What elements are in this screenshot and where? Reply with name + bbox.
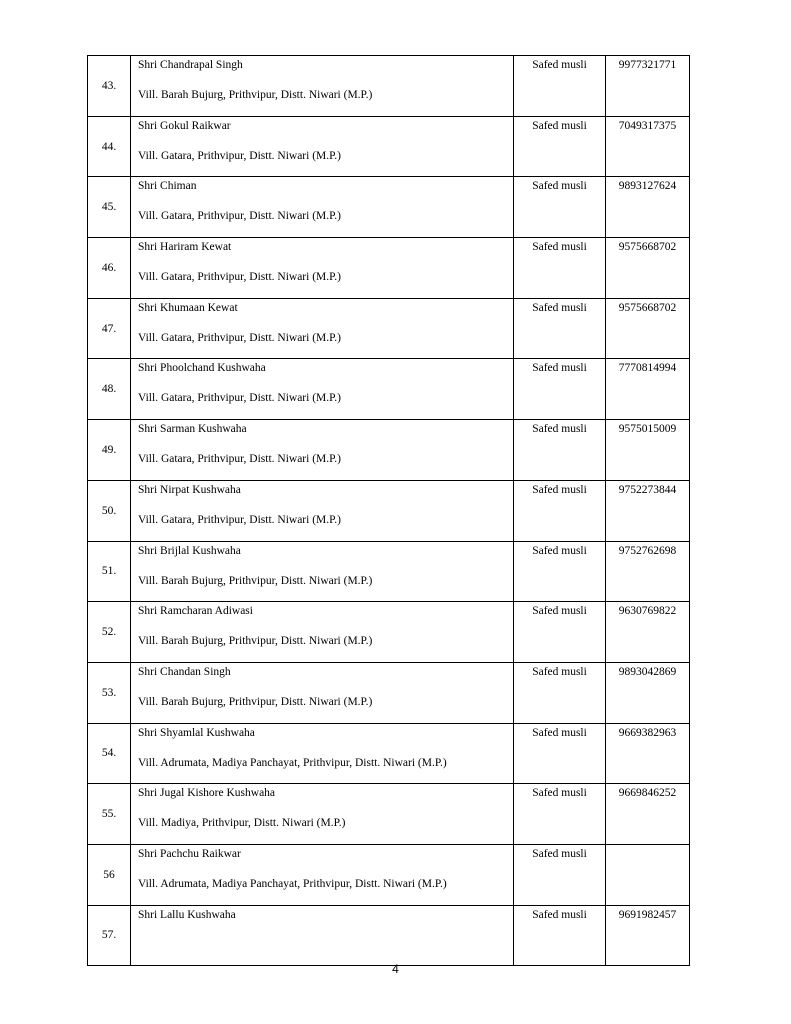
table-row xyxy=(88,602,690,663)
farmer-details-cell xyxy=(131,844,514,905)
table-row xyxy=(88,420,690,481)
crop-cell: Safed musli xyxy=(514,905,606,966)
farmers-table xyxy=(87,55,690,966)
farmer-name: Shri Chandan Singh xyxy=(138,665,231,678)
table-row xyxy=(88,723,690,784)
serial-number: 46. xyxy=(101,261,117,274)
serial-number-cell xyxy=(88,359,131,420)
crop-cell: Safed musli xyxy=(514,480,606,541)
phone-cell: 9575015009 xyxy=(606,420,690,481)
farmer-address: Vill. Gatara, Prithvipur, Distt. Niwari (M.P.) xyxy=(138,513,341,526)
phone-cell: 9752273844 xyxy=(606,480,690,541)
farmer-details-cell xyxy=(131,602,514,663)
serial-number: 49. xyxy=(101,443,117,456)
serial-number: 52. xyxy=(101,626,117,639)
crop-cell: Safed musli xyxy=(514,662,606,723)
farmer-address: Vill. Adrumata, Madiya Panchayat, Prithvipur, Distt. Niwari (M.P.) xyxy=(138,756,447,769)
farmer-details-cell xyxy=(131,541,514,602)
serial-number-cell xyxy=(88,905,131,966)
serial-number-cell xyxy=(88,238,131,299)
table-row xyxy=(88,238,690,299)
farmer-name: Shri Chandrapal Singh xyxy=(138,59,243,71)
phone-cell: 7049317375 xyxy=(606,116,690,177)
serial-number: 51. xyxy=(101,565,117,578)
serial-number-cell xyxy=(88,420,131,481)
farmer-details-cell xyxy=(131,662,514,723)
farmer-name: Shri Phoolchand Kushwaha xyxy=(138,362,266,375)
farmer-details-cell xyxy=(131,905,514,966)
serial-number-cell xyxy=(88,662,131,723)
serial-number-cell xyxy=(88,298,131,359)
farmer-name: Shri Chiman xyxy=(138,180,197,193)
crop-cell: Safed musli xyxy=(514,844,606,905)
serial-number-cell xyxy=(88,602,131,663)
farmer-name: Shri Shyamlal Kushwaha xyxy=(138,726,255,739)
farmer-details-cell xyxy=(131,116,514,177)
farmer-address: Vill. Gatara, Prithvipur, Distt. Niwari (M.P.) xyxy=(138,392,341,405)
farmer-address: Vill. Adrumata, Madiya Panchayat, Prithvipur, Distt. Niwari (M.P.) xyxy=(138,877,447,890)
table-row xyxy=(88,116,690,177)
phone-cell: 9575668702 xyxy=(606,298,690,359)
table-row xyxy=(88,480,690,541)
phone-cell: 9752762698 xyxy=(606,541,690,602)
farmer-name: Shri Jugal Kishore Kushwaha xyxy=(138,787,276,800)
serial-number: 55. xyxy=(101,808,117,821)
crop-cell: Safed musli xyxy=(514,177,606,238)
farmer-name: Shri Nirpat Kushwaha xyxy=(138,483,241,496)
table-row xyxy=(88,662,690,723)
phone-cell: 9893127624 xyxy=(606,177,690,238)
serial-number: 57. xyxy=(101,929,117,942)
crop-cell: Safed musli xyxy=(514,420,606,481)
farmer-name: Shri Gokul Raikwar xyxy=(138,119,231,132)
crop-cell: Safed musli xyxy=(514,541,606,602)
serial-number-cell xyxy=(88,116,131,177)
serial-number: 48. xyxy=(101,383,117,396)
crop-cell: Safed musli xyxy=(514,359,606,420)
crop-cell: Safed musli xyxy=(514,784,606,845)
table-row xyxy=(88,298,690,359)
serial-number: 56 xyxy=(103,868,115,881)
farmer-details-cell xyxy=(131,56,514,117)
serial-number: 54. xyxy=(101,747,117,760)
farmer-details-cell xyxy=(131,420,514,481)
table-row xyxy=(88,177,690,238)
farmers-table-body xyxy=(88,56,690,966)
farmer-address: Vill. Gatara, Prithvipur, Distt. Niwari (M.P.) xyxy=(138,210,341,223)
farmer-name: Shri Pachchu Raikwar xyxy=(138,847,241,860)
phone-cell: 9977321771 xyxy=(606,56,690,117)
farmer-name: Shri Brijlal Kushwaha xyxy=(138,544,241,557)
farmer-address: Vill. Gatara, Prithvipur, Distt. Niwari (M.P.) xyxy=(138,149,341,162)
crop-cell: Safed musli xyxy=(514,56,606,117)
crop-cell: Safed musli xyxy=(514,723,606,784)
farmer-name: Shri Ramcharan Adiwasi xyxy=(138,605,253,618)
farmer-address: Vill. Barah Bujurg, Prithvipur, Distt. Niwari (M.P.) xyxy=(138,574,373,587)
serial-number-cell xyxy=(88,541,131,602)
serial-number-cell xyxy=(88,844,131,905)
serial-number-cell xyxy=(88,723,131,784)
table-row xyxy=(88,56,690,117)
farmer-details-cell xyxy=(131,480,514,541)
serial-number-cell xyxy=(88,480,131,541)
table-row xyxy=(88,784,690,845)
serial-number-cell xyxy=(88,784,131,845)
phone-cell xyxy=(606,844,690,905)
table-row xyxy=(88,905,690,966)
farmer-details-cell xyxy=(131,359,514,420)
phone-cell: 9575668702 xyxy=(606,238,690,299)
serial-number: 45. xyxy=(101,201,117,214)
phone-cell: 9669846252 xyxy=(606,784,690,845)
serial-number: 44. xyxy=(101,140,117,153)
phone-cell: 9893042869 xyxy=(606,662,690,723)
farmer-name: Shri Lallu Kushwaha xyxy=(138,908,236,921)
page-number: 4 xyxy=(392,962,399,976)
table-row xyxy=(88,844,690,905)
farmer-address: Vill. Gatara, Prithvipur, Distt. Niwari (M.P.) xyxy=(138,271,341,284)
farmer-name: Shri Hariram Kewat xyxy=(138,241,232,254)
serial-number: 43. xyxy=(101,79,117,92)
farmer-address: Vill. Madiya, Prithvipur, Distt. Niwari (M.P.) xyxy=(138,817,346,830)
farmer-details-cell xyxy=(131,177,514,238)
serial-number-cell xyxy=(88,177,131,238)
farmer-details-cell xyxy=(131,238,514,299)
farmer-address: Vill. Barah Bujurg, Prithvipur, Distt. Niwari (M.P.) xyxy=(138,695,373,708)
phone-cell: 7770814994 xyxy=(606,359,690,420)
farmer-details-cell xyxy=(131,298,514,359)
table-row xyxy=(88,359,690,420)
farmer-address: Vill. Barah Bujurg, Prithvipur, Distt. Niwari (M.P.) xyxy=(138,89,373,101)
farmer-name: Shri Sarman Kushwaha xyxy=(138,423,247,436)
farmer-details-cell xyxy=(131,784,514,845)
farmer-address: Vill. Barah Bujurg, Prithvipur, Distt. Niwari (M.P.) xyxy=(138,635,373,648)
farmer-details-cell xyxy=(131,723,514,784)
crop-cell: Safed musli xyxy=(514,602,606,663)
serial-number: 50. xyxy=(101,504,117,517)
phone-cell: 9669382963 xyxy=(606,723,690,784)
serial-number: 53. xyxy=(101,686,117,699)
table-row xyxy=(88,541,690,602)
phone-cell: 9630769822 xyxy=(606,602,690,663)
phone-cell: 9691982457 xyxy=(606,905,690,966)
serial-number: 47. xyxy=(101,322,117,335)
crop-cell: Safed musli xyxy=(514,298,606,359)
crop-cell: Safed musli xyxy=(514,116,606,177)
farmer-address: Vill. Gatara, Prithvipur, Distt. Niwari (M.P.) xyxy=(138,331,341,344)
farmer-address: Vill. Gatara, Prithvipur, Distt. Niwari (M.P.) xyxy=(138,453,341,466)
farmer-name: Shri Khumaan Kewat xyxy=(138,301,238,314)
serial-number-cell xyxy=(88,56,131,117)
crop-cell: Safed musli xyxy=(514,238,606,299)
